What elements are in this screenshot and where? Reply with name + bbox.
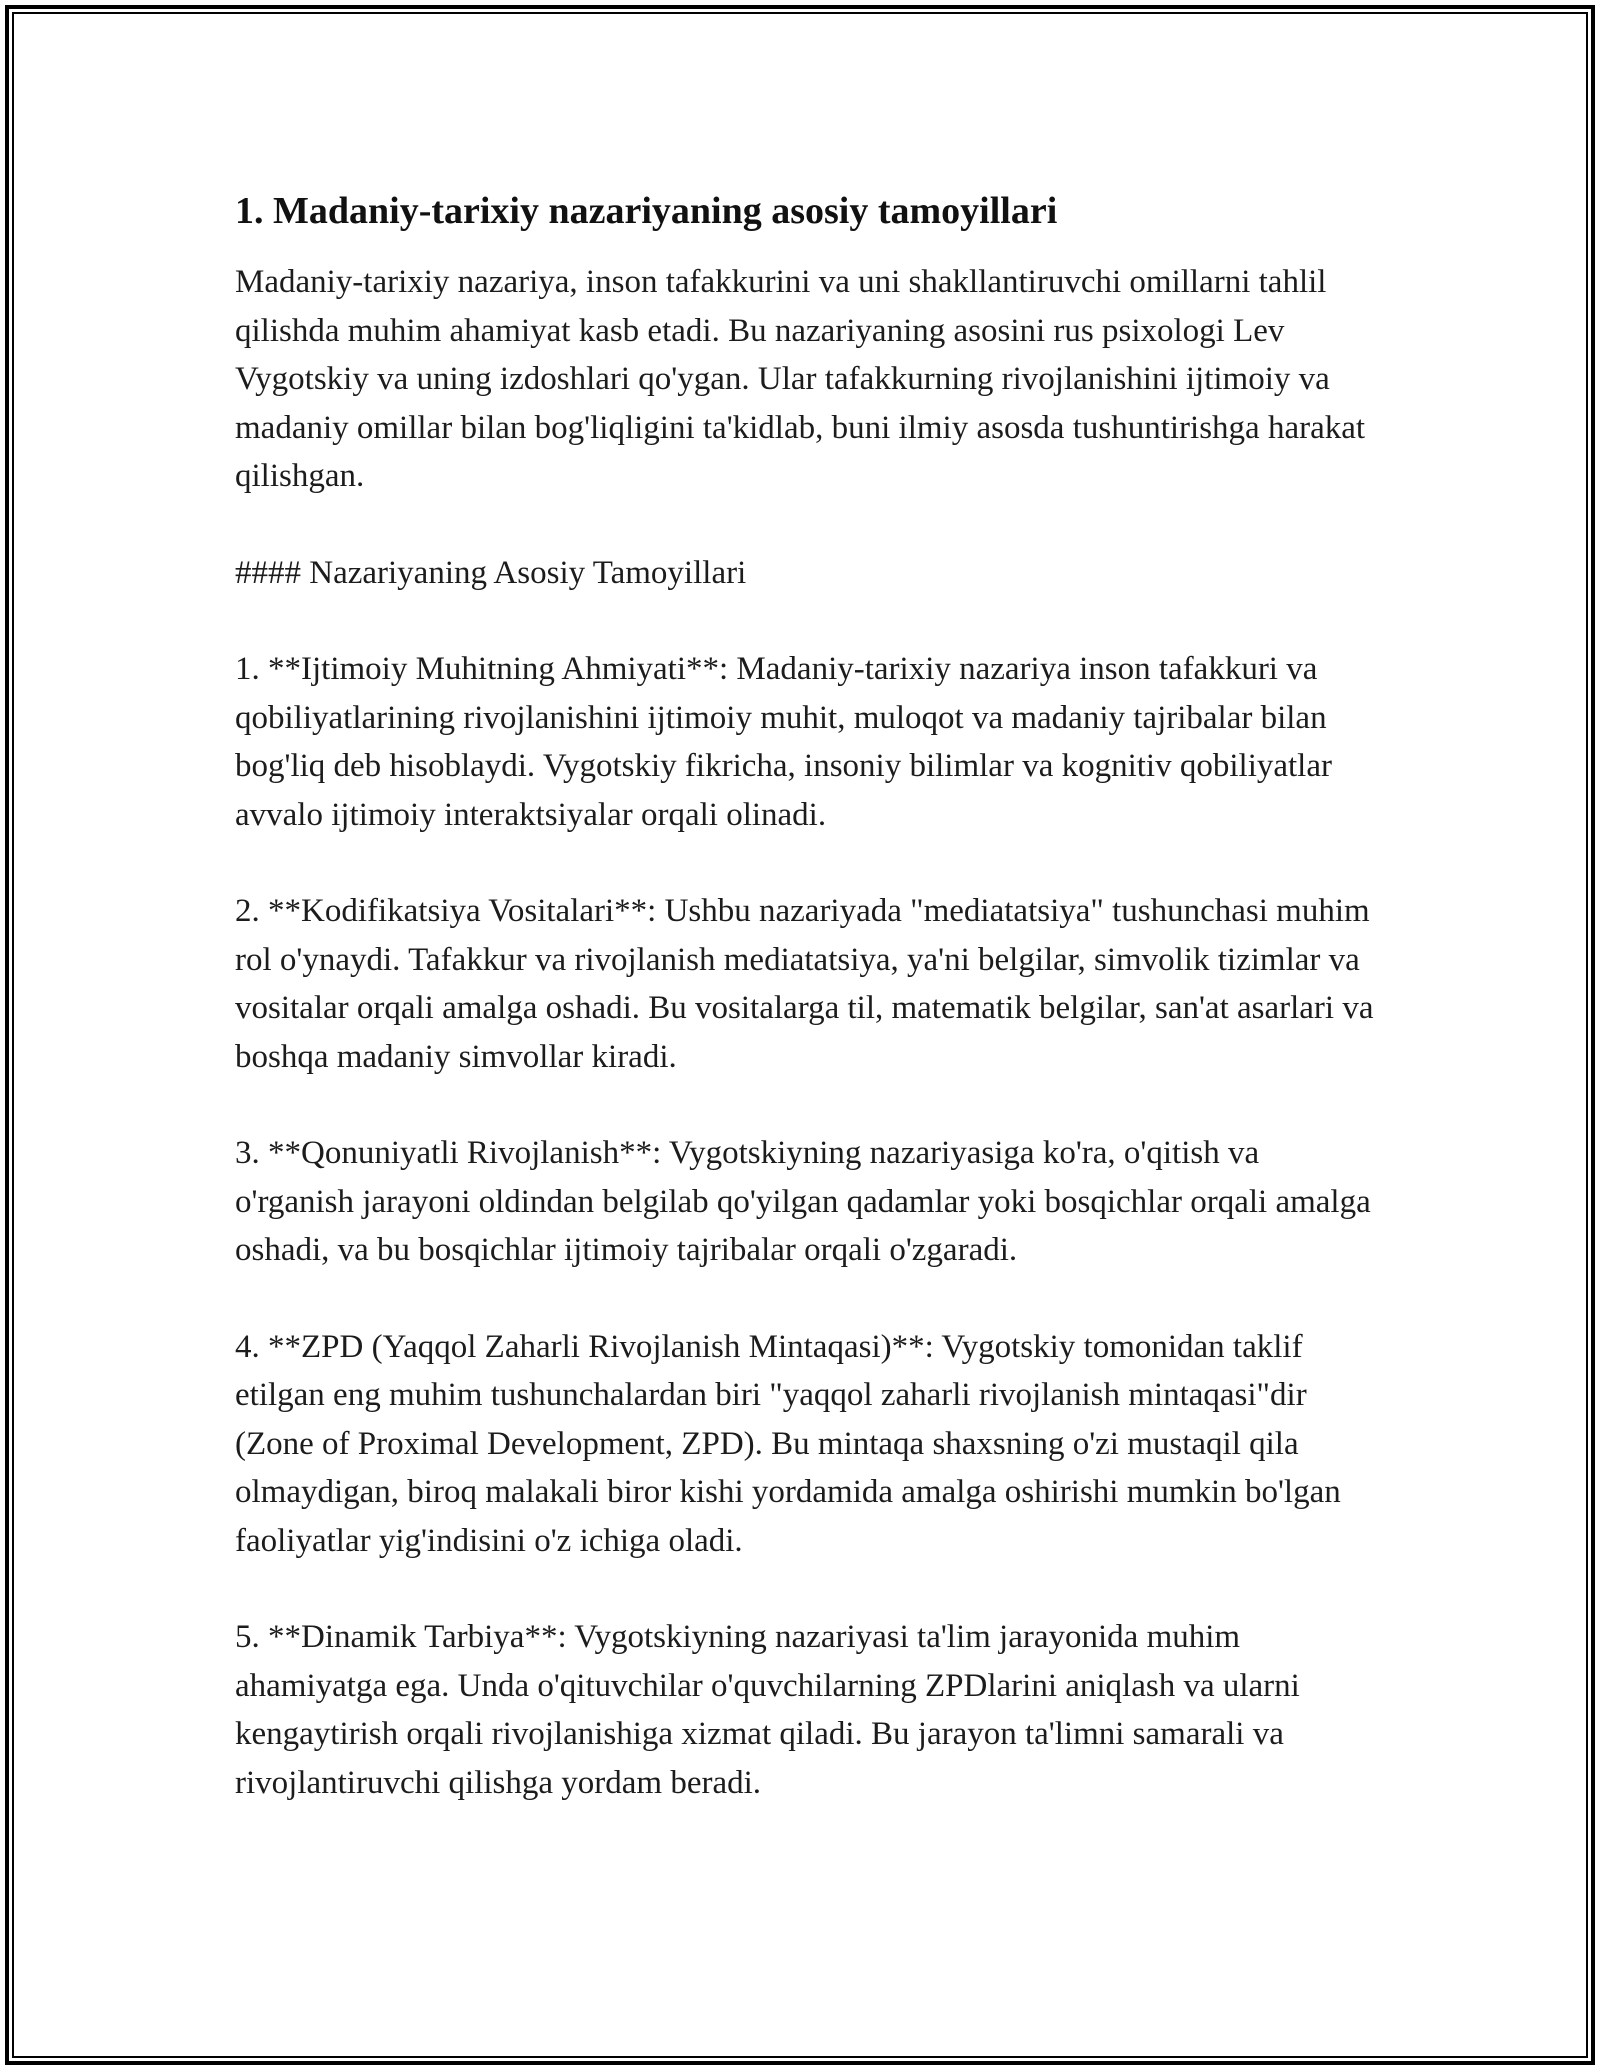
section-heading: #### Nazariyaning Asosiy Tamoyillari — [235, 554, 747, 591]
principle-paragraph-2: 2. **Kodifikatsiya Vositalari**: Ushbu nazariyada "mediatatsiya" tushunchasi muhim rol o'ynaydi. Tafakkur va rivojlanish mediatatsiya, ya'ni belgilar, simvolik tizimlar va vositalar orqali amalga oshadi. Bu vositalarga til, matematik belgilar, san'at asarlari va boshqa madaniy simvollar kiradi. — [235, 893, 1374, 1075]
principle-paragraph-1: 1. **Ijtimoiy Muhitning Ahmiyati**: Madaniy-tarixiy nazariya inson tafakkuri va qobiliyatlarining rivojlanishini ijtimoiy muhit, muloqot va madaniy tajribalar bilan bog'liq deb hisoblaydi. Vygotskiy fikricha, insoniy bilimlar va kognitiv qobiliyatlar avvalo ijtimoiy interaktsiyalar orqali olinadi. — [235, 651, 1332, 833]
principle-paragraph-4: 4. **ZPD (Yaqqol Zaharli Rivojlanish Mintaqasi)**: Vygotskiy tomonidan taklif etilgan eng muhim tushunchalardan biri "yaqqol zaharli rivojlanish mintaqasi"dir (Zone of Proximal Development, ZPD). Bu mintaqa shaxsning o'zi mustaqil qila olmaydigan, biroq malakali biror kishi yordamida amalga oshirishi mumkin bo'lgan faoliyatlar yig'indisini o'z ichiga oladi. — [235, 1328, 1341, 1559]
principle-paragraph-5: 5. **Dinamik Tarbiya**: Vygotskiyning nazariyasi ta'lim jarayonida muhim ahamiyatga ega. Unda o'qituvchilar o'quvchilarning ZPDlarini aniqlash va ularni kengaytirish orqali rivojlanishiga xizmat qiladi. Bu jarayon ta'limni samarali va rivojlantiruvchi qilishga yordam beradi. — [235, 1619, 1300, 1801]
document-title: 1. Madaniy-tarixiy nazariyaning asosiy tamoyillari — [235, 190, 1058, 232]
principle-paragraph-3: 3. **Qonuniyatli Rivojlanish**: Vygotskiyning nazariyasiga ko'ra, o'qitish va o'rganish jarayoni oldindan belgilab qo'yilgan qadamlar yoki bosqichlar orqali amalga oshadi, va bu bosqichlar ijtimoiy tajribalar orqali o'zgaradi. — [235, 1135, 1371, 1268]
document-body — [235, 186, 1385, 1807]
intro-paragraph: Madaniy-tarixiy nazariya, inson tafakkurini va uni shakllantiruvchi omillarni tahlil qilishda muhim ahamiyat kasb etadi. Bu nazariyaning asosini rus psixologi Lev Vygotskiy va uning izdoshlari qo'ygan. Ular tafakkurning rivojlanishini ijtimoiy va madaniy omillar bilan bog'liqligini ta'kidlab, buni ilmiy asosda tushuntirishga harakat qilishgan. — [235, 264, 1366, 494]
